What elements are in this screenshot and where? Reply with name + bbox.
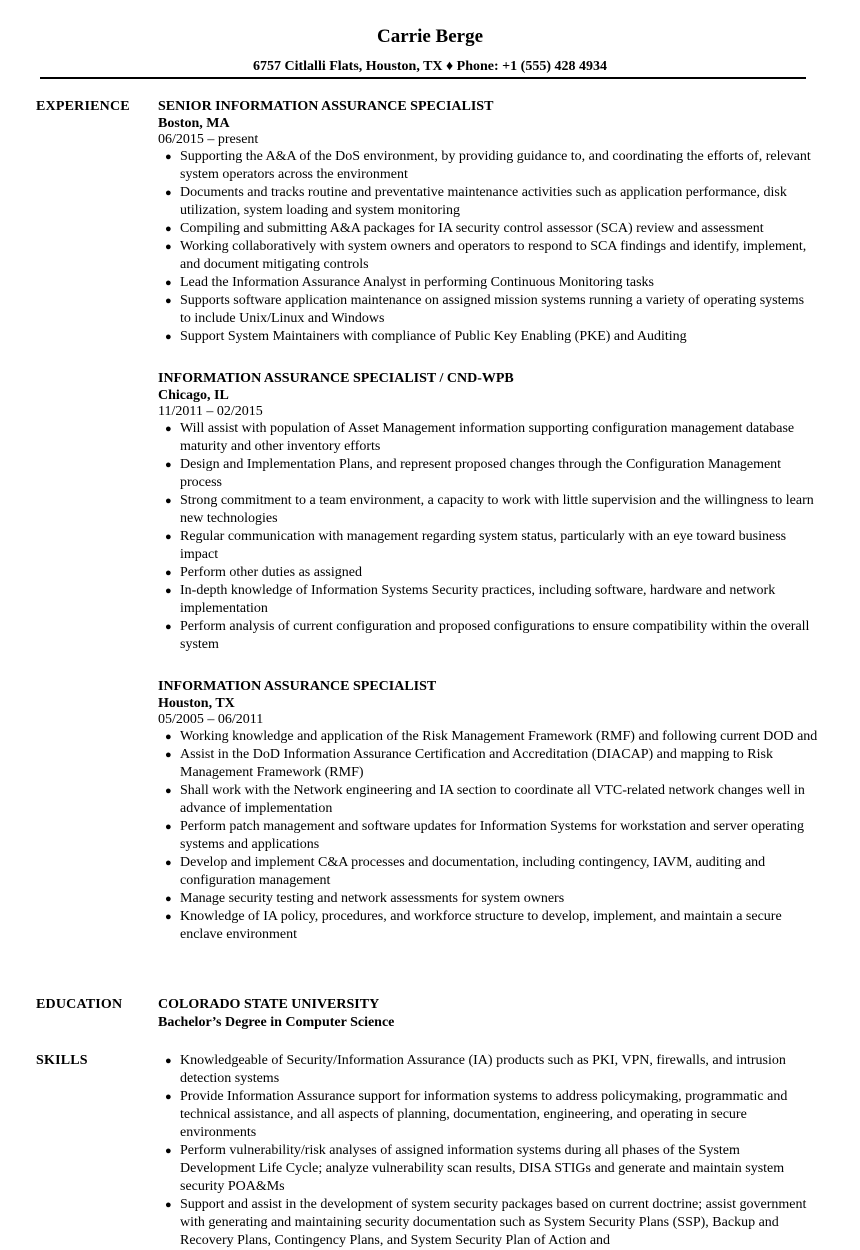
school-name: COLORADO STATE UNIVERSITY [158, 997, 380, 1012]
bullet-icon: ● [165, 331, 172, 343]
bullet-icon: ● [165, 785, 172, 797]
bullet-icon: ● [165, 295, 172, 307]
experience-label: EXPERIENCE [36, 99, 130, 114]
job-location: Chicago, IL [158, 388, 229, 403]
bullet-icon: ● [165, 567, 172, 579]
job-bullets [158, 148, 818, 346]
bullet-item: ● Supporting the A&A of the DoS environment, by providing guidance to, and coordinating the efforts of, relevant system operators across the environment [165, 149, 811, 182]
bullet-icon: ● [165, 911, 172, 923]
bullet-item: ● Will assist with population of Asset Management information supporting configuration management database maturity and other inventory efforts [165, 421, 795, 454]
bullet-item: ● Perform analysis of current configuration and proposed configurations to ensure compatibility within the overall system [165, 619, 810, 652]
bullet-item: ● Knowledge of IA policy, procedures, and workforce structure to develop, implement, and maintain a secure enclave environment [165, 909, 782, 942]
contact-line: 6757 Citlalli Flats, Houston, TX ♦ Phone: +1 (555) 428 4934 [253, 59, 607, 74]
bullet-icon: ● [165, 459, 172, 471]
bullet-item: ● Compiling and submitting A&A packages for IA security control assessor (SCA) review and assessment [165, 221, 764, 236]
bullet-item: ● Develop and implement C&A processes and documentation, including contingency, IAVM, auditing and configuration management [165, 855, 766, 888]
job-dates: 06/2015 – present [158, 132, 259, 147]
bullet-item: ● Perform patch management and software updates for Information Systems for workstation and server operating systems and applications [165, 819, 804, 852]
job-bullets [158, 728, 818, 944]
bullet-item: ● In-depth knowledge of Information Systems Security practices, including software, hardware and network implementation [165, 583, 776, 616]
bullet-item: ● Perform vulnerability/risk analyses of assigned information systems during all phases of the System Development Life Cycle; analyze vulnerability scan results, DISA STIGs and generate and maintain system security POA&Ms [165, 1143, 785, 1194]
bullet-icon: ● [165, 857, 172, 869]
bullet-item: ● Manage security testing and network assessments for system owners [165, 891, 565, 906]
job-dates: 11/2011 – 02/2015 [158, 404, 263, 419]
job-dates: 05/2005 – 06/2011 [158, 712, 264, 727]
bullet-icon: ● [165, 1145, 172, 1157]
bullet-item: ● Shall work with the Network engineering and IA section to coordinate all VTC-related network changes well in advance of implementation [165, 783, 805, 816]
job-bullets [158, 420, 818, 654]
bullet-icon: ● [165, 749, 172, 761]
bullet-item: ● Lead the Information Assurance Analyst in performing Continuous Monitoring tasks [165, 275, 654, 290]
skills-body [158, 1052, 818, 1250]
bullet-icon: ● [165, 1199, 172, 1211]
bullet-icon: ● [165, 585, 172, 597]
experience-body [158, 98, 818, 968]
bullet-icon: ● [165, 223, 172, 235]
bullet-item: ● Working collaboratively with system owners and operators to respond to SCA findings and identify, implement, and document mitigating controls [165, 239, 807, 272]
job-title: SENIOR INFORMATION ASSURANCE SPECIALIST [158, 99, 494, 114]
job-location: Boston, MA [158, 116, 230, 131]
bullet-item: ● Strong commitment to a team environment, a capacity to work with little supervision and the willingness to learn new technologies [165, 493, 814, 526]
bullet-icon: ● [165, 241, 172, 253]
bullet-icon: ● [165, 731, 172, 743]
bullet-icon: ● [165, 495, 172, 507]
bullet-icon: ● [165, 423, 172, 435]
bullet-icon: ● [165, 277, 172, 289]
bullet-item: ● Supports software application maintenance on assigned mission systems running a variety of operating systems to include Unix/Linux and Windows [165, 293, 805, 326]
bullet-icon: ● [165, 531, 172, 543]
bullet-item: ● Design and Implementation Plans, and represent proposed changes through the Configuration Management process [165, 457, 782, 490]
education-label: EDUCATION [36, 997, 123, 1012]
bullet-icon: ● [165, 621, 172, 633]
job-entry [158, 98, 818, 346]
bullet-icon: ● [165, 151, 172, 163]
bullet-item: ● Documents and tracks routine and preventative maintenance activities such as application performance, disk utilization, system loading and system monitoring [165, 185, 787, 218]
bullet-item: ● Regular communication with management regarding system status, particularly with an eye toward business impact [165, 529, 787, 562]
education-body [158, 996, 818, 1032]
skills-bullets [158, 1052, 818, 1250]
bullet-icon: ● [165, 821, 172, 833]
job-entry [158, 370, 818, 654]
bullet-item: ● Support and assist in the development of system security packages based on current doctrine; assist government with generating and maintaining security documentation such as System Security Plans (SSP), Backup and Recovery Plans, Contingency Plans, and System Security Plan of Action and [165, 1197, 807, 1248]
bullet-icon: ● [165, 1091, 172, 1103]
bullet-item: ● Assist in the DoD Information Assurance Certification and Accreditation (DIACAP) and mapping to Risk Management Framework (RMF) [165, 747, 773, 780]
job-entry [158, 678, 818, 944]
bullet-item: ● Provide Information Assurance support for information systems to address policymaking, programmatic and technical assistance, and all aspects of planning, documentation, engineering, and operating in secure environments [165, 1089, 788, 1140]
candidate-name: Carrie Berge [376, 26, 484, 47]
degree-name: Bachelor’s Degree in Computer Science [158, 1015, 395, 1030]
bullet-icon: ● [165, 893, 172, 905]
bullet-item: ● Support System Maintainers with compliance of Public Key Enabling (PKE) and Auditing [165, 329, 687, 344]
bullet-icon: ● [165, 187, 172, 199]
bullet-item: ● Knowledgeable of Security/Information Assurance (IA) products such as PKI, VPN, firewalls, and intrusion detection systems [165, 1053, 786, 1086]
bullet-item: ● Working knowledge and application of the Risk Management Framework (RMF) and following current DOD and [165, 729, 818, 744]
job-title: INFORMATION ASSURANCE SPECIALIST [158, 679, 437, 694]
bullet-item: ● Perform other duties as assigned [165, 565, 362, 580]
header-divider [40, 77, 806, 79]
job-title: INFORMATION ASSURANCE SPECIALIST / CND-WPB [158, 371, 514, 386]
skills-label: SKILLS [36, 1053, 88, 1068]
job-location: Houston, TX [158, 696, 235, 711]
bullet-icon: ● [165, 1055, 172, 1067]
